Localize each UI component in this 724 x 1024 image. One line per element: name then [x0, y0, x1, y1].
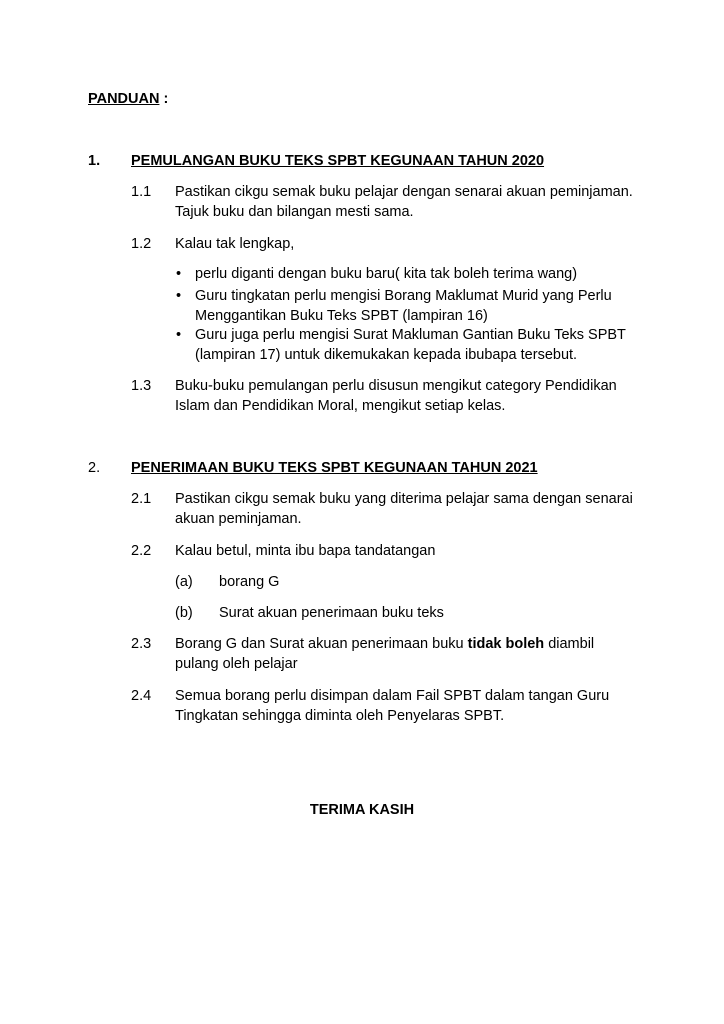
panduan-heading: [88, 89, 168, 109]
item-2-2-text: Kalau betul, minta ibu bapa tandatangan: [175, 543, 436, 559]
section2-title: PENERIMAAN BUKU TEKS SPBT KEGUNAAN TAHUN 2021: [131, 460, 538, 476]
bullet-2-text: Guru tingkatan perlu mengisi Borang Maklumat Murid yang Perlu Menggantikan Buku Teks SPBT (lampiran 16): [195, 288, 612, 324]
bullet-3-text: Guru juga perlu mengisi Surat Makluman Gantian Buku Teks SPBT (lampiran 17) untuk dikemukakan kepada ibubapa tersebut.: [195, 327, 626, 363]
item-2-2-number: 2.2: [131, 543, 152, 559]
item-2-3-text: [175, 634, 625, 674]
bullet-icon: •: [176, 266, 182, 282]
item-2-1-text: Pastikan cikgu semak buku yang diterima pelajar sama dengan senarai akuan peminjaman.: [175, 491, 633, 527]
section2-number: 2.: [88, 460, 101, 476]
item-1-3-text: Buku-buku pemulangan perlu disusun mengikut category Pendidikan Islam dan Pendidikan Moral, mengikut setiap kelas.: [175, 378, 617, 414]
bullet-icon: •: [176, 288, 182, 304]
item-2-1-number: 2.1: [131, 491, 152, 507]
item-1-1-number: 1.1: [131, 184, 152, 200]
subitem-a-text: borang G: [219, 574, 280, 590]
closing-text: TERIMA KASIH: [309, 802, 415, 818]
item-2-3-number: 2.3: [131, 636, 152, 652]
subitem-b-label: (b): [175, 605, 193, 621]
item-2-3-text-bold: tidak boleh: [467, 636, 545, 652]
item-2-4-text: Semua borang perlu disimpan dalam Fail SPBT dalam tangan Guru Tingkatan sehingga diminta oleh Penyelaras SPBT.: [175, 688, 610, 724]
panduan-colon: :: [159, 91, 169, 107]
subitem-b-text: Surat akuan penerimaan buku teks: [219, 605, 444, 621]
item-2-3-text-after: diambil pulang oleh pelajar: [175, 636, 595, 672]
bullet-1-text: perlu diganti dengan buku baru( kita tak boleh terima wang): [195, 266, 578, 282]
panduan-label: PANDUAN: [88, 91, 160, 107]
subitem-a-label: (a): [175, 574, 193, 590]
item-1-1-text: Pastikan cikgu semak buku pelajar dengan senarai akuan peminjaman. Tajuk buku dan bilangan mesti sama.: [175, 184, 633, 220]
section1-number: 1.: [88, 153, 101, 169]
item-1-3-number: 1.3: [131, 378, 152, 394]
section1-title: PEMULANGAN BUKU TEKS SPBT KEGUNAAN TAHUN 2020: [131, 153, 545, 169]
item-1-2-text: Kalau tak lengkap,: [175, 236, 295, 252]
item-1-2-number: 1.2: [131, 236, 152, 252]
item-2-3-text-before: Borang G dan Surat akuan penerimaan buku: [175, 636, 468, 652]
item-2-4-number: 2.4: [131, 688, 152, 704]
bullet-icon: •: [176, 327, 182, 343]
